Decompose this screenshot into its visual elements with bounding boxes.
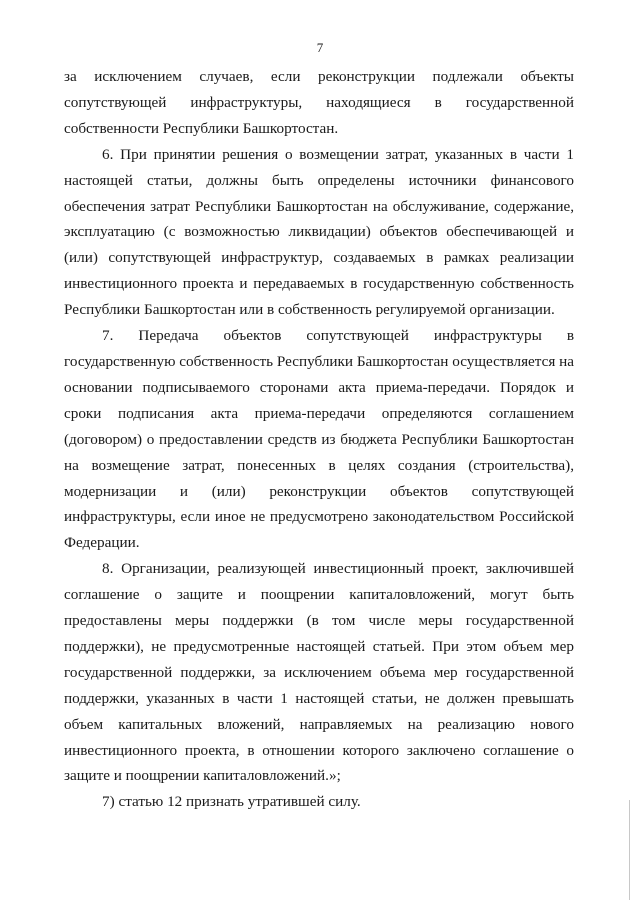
paragraph-continuation: за исключением случаев, если реконструкции подлежали объекты сопутствующей инфраструктуры, находящиеся в государственной собственности Республики Башкортостан.: [64, 68, 574, 137]
page-number: 7: [316, 40, 324, 55]
document-body: [64, 64, 574, 815]
paragraph-8: 8. Организации, реализующей инвестиционный проект, заключившей соглашение о защите и поощрении капиталовложений, могут быть предоставлены меры поддержки (в том числе меры государственной поддержки), не предусмотренные настоящей статьей. При этом объем мер государственной поддержки, за исключением объема мер государственной поддержки, указанных в части 1 настоящей статьи, не должен превышать объем капитальных вложений, направляемых на реализацию нового инвестиционного проекта, в отношении которого заключено соглашение о защите и поощрении капиталовложений.»;: [64, 560, 574, 785]
paragraph-7: 7. Передача объектов сопутствующей инфраструктуры в государственную собственность Республики Башкортостан осуществляется на основании подписываемого сторонами акта приема-передачи. Порядок и сроки подписания акта приема-передачи определяются соглашением (договором) о предоставлении средств из бюджета Республики Башкортостан на возмещение затрат, понесенных в целях создания (строительства), модернизации и (или) реконструкции объектов сопутствующей инфраструктуры, если иное не предусмотрено законодательством Российской Федерации.: [64, 327, 575, 552]
scan-edge-line: [629, 800, 630, 900]
amendment-item-7: 7) статью 12 признать утратившей силу.: [102, 793, 361, 811]
paragraph-6: 6. При принятии решения о возмещении затрат, указанных в части 1 настоящей статьи, должны быть определены источники финансового обеспечения затрат Республики Башкортостан на обслуживание, содержание, эксплуатацию (с возможностью ликвидации) объектов обеспечивающей и (или) сопутствующей инфраструктур, создаваемых в рамках реализации инвестиционного проекта и передаваемых в государственную собственность Республики Башкортостан или в собственность регулируемой организации.: [64, 145, 574, 319]
